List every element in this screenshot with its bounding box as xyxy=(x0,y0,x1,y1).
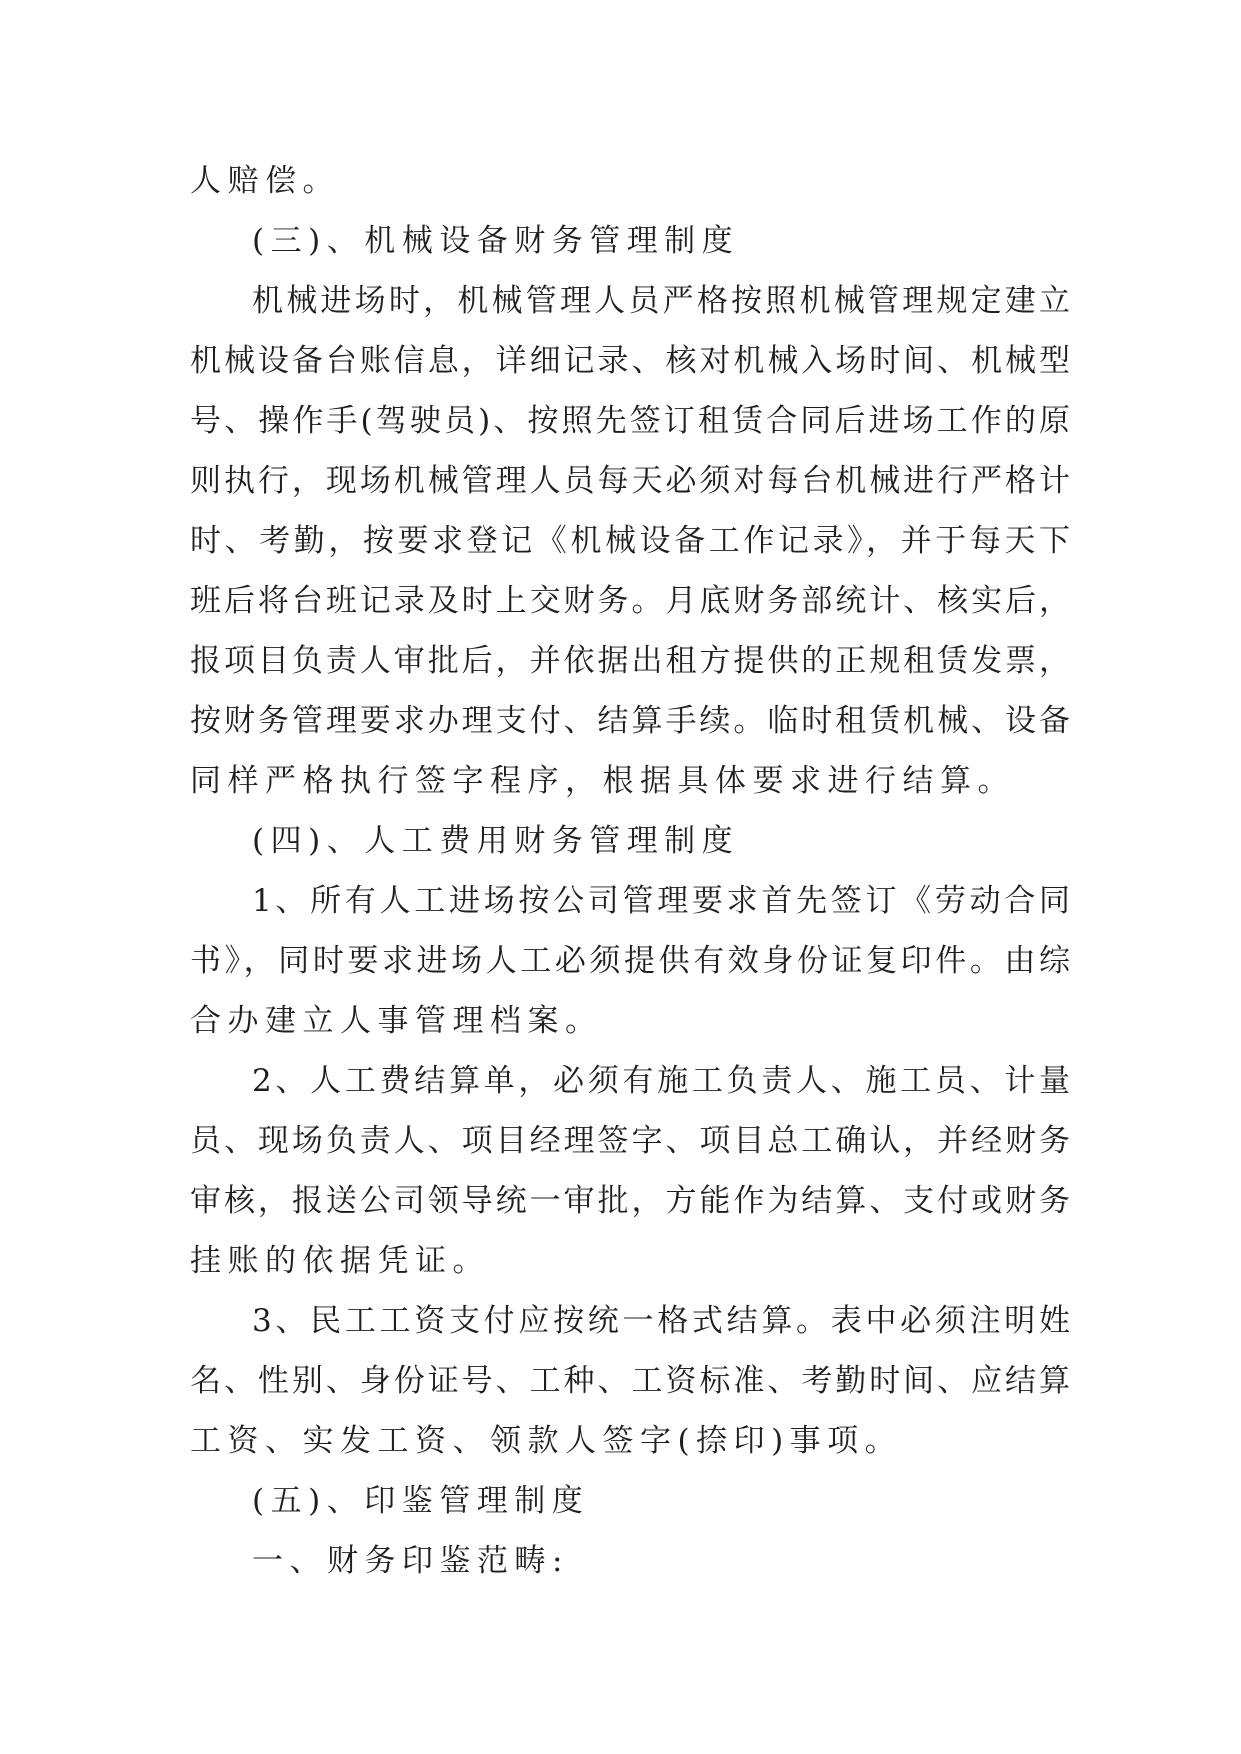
section-heading: (三)、机械设备财务管理制度 xyxy=(252,223,740,259)
document-body xyxy=(190,151,1070,1591)
text-line: 人赔偿。 xyxy=(190,163,340,199)
text-line: 班后将台班记录及时上交财务。月底财务部统计、核实后， xyxy=(190,583,1070,619)
text-line: 1、所有人工进场按公司管理要求首先签订《劳动合同 xyxy=(252,883,1070,919)
text-line: 机械设备台账信息，详细记录、核对机械入场时间、机械型 xyxy=(190,343,1070,379)
text-line: 书》，同时要求进场人工必须提供有效身份证复印件。由综 xyxy=(190,943,1070,979)
text-line: 挂账的依据凭证。 xyxy=(190,1243,490,1279)
text-line: 号、操作手(驾驶员)、按照先签订租赁合同后进场工作的原 xyxy=(190,403,1070,439)
text-line: 合办建立人事管理档案。 xyxy=(190,1003,603,1039)
text-line: 同样严格执行签字程序，根据具体要求进行结算。 xyxy=(190,763,1015,799)
text-line: 工资、实发工资、领款人签字(捺印)事项。 xyxy=(190,1423,903,1459)
section-heading: (五)、印鉴管理制度 xyxy=(252,1483,590,1519)
text-line: 名、性别、身份证号、工种、工资标准、考勤时间、应结算 xyxy=(190,1363,1070,1399)
text-line: 时、考勤，按要求登记《机械设备工作记录》，并于每天下 xyxy=(190,523,1070,559)
text-line: 机械进场时，机械管理人员严格按照机械管理规定建立 xyxy=(252,283,1070,319)
text-line: 2、人工费结算单，必须有施工负责人、施工员、计量 xyxy=(252,1063,1070,1099)
text-line: 则执行，现场机械管理人员每天必须对每台机械进行严格计 xyxy=(190,463,1070,499)
text-line: 3、民工工资支付应按统一格式结算。表中必须注明姓 xyxy=(252,1303,1070,1339)
text-line: 报项目负责人审批后，并依据出租方提供的正规租赁发票， xyxy=(190,643,1070,679)
text-line: 审核，报送公司领导统一审批，方能作为结算、支付或财务 xyxy=(190,1183,1070,1219)
section-heading: (四)、人工费用财务管理制度 xyxy=(252,823,740,859)
sub-heading: 一、财务印鉴范畴: xyxy=(252,1543,569,1579)
text-line: 按财务管理要求办理支付、结算手续。临时租赁机械、设备 xyxy=(190,703,1070,739)
text-line: 员、现场负责人、项目经理签字、项目总工确认，并经财务 xyxy=(190,1123,1070,1159)
